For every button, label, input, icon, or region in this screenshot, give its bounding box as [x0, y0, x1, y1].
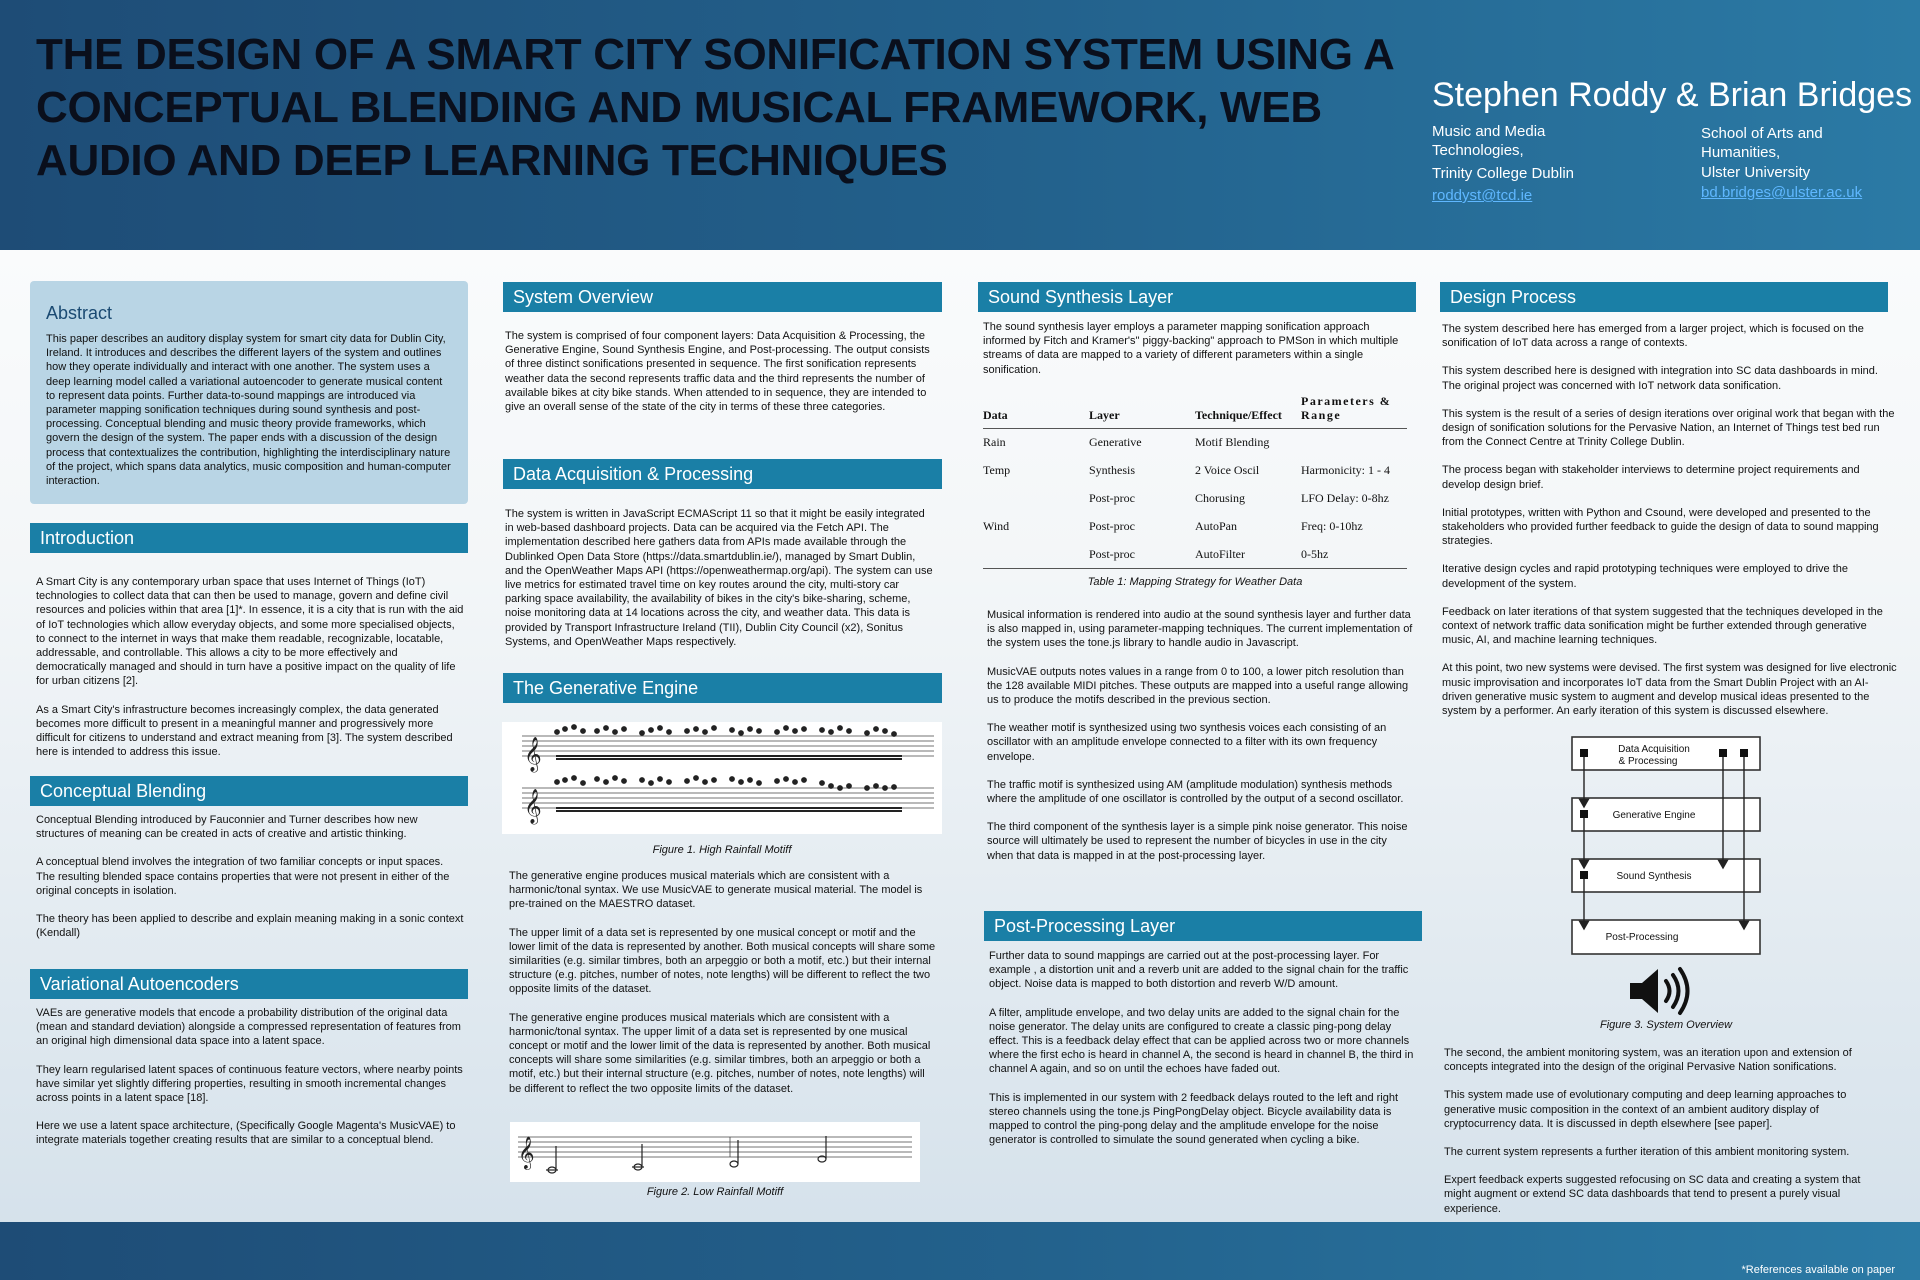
table-cell	[983, 485, 1089, 513]
paragraph: This is implemented in our system with 2 feedback delays routed to the left and right stereo channels using the tone.js PingPongDelay object. Bicycle availability data is mapped to control the ping-pong delay and the amplitude envelope for the noise generator is controlled to simulate the sound generated when cycling a bike.	[989, 1091, 1399, 1147]
paragraph: Initial prototypes, written with Python and Csound, were developed and presented to the stakeholders who provided further feedback to guide the design of data to sound mapping strategies.	[1442, 506, 1879, 548]
table-cell: Synthesis	[1089, 463, 1136, 477]
data-acquisition-body	[505, 507, 935, 663]
paragraph: Conceptual Blending introduced by Fauconnier and Turner describes how new structures of meaning can be created in acts of creative and artistic thinking.	[36, 814, 418, 841]
affiliation-dept: Music and Media Technologies,	[1432, 123, 1546, 159]
email-link[interactable]: roddyst@tcd.ie	[1432, 187, 1533, 204]
mapping-table	[983, 392, 1407, 569]
paragraph: They learn regularised latent spaces of continuous feature vectors, where nearby points have similar yet slightly differing properties, resulting in smooth incremental changes across points in a latent space [18].	[36, 1063, 463, 1105]
system-overview-diagram	[1566, 736, 1766, 958]
sound-synthesis-body	[987, 608, 1413, 877]
paragraph: This system is the result of a series of design iterations over original work that began with the design of sonification solutions for the Pervasive Nation, an Internet of Things test bed run from the Connect Centre at Trinity College Dublin.	[1442, 407, 1895, 449]
paragraph: The process began with stakeholder interviews to determine project requirements and develop design brief.	[1442, 464, 1860, 491]
music-score-graphic	[510, 1122, 920, 1182]
conceptual-blending-body	[36, 813, 464, 954]
figure-1-caption: Figure 1. High Rainfall Motiff	[652, 844, 792, 856]
diagram-label: Generative Engine	[1612, 810, 1696, 821]
paragraph: The second, the ambient monitoring system, was an iteration upon and extension of concepts integrated into the design of the original Pervasive Nation sonifications.	[1444, 1047, 1852, 1074]
svg-text:𝄞: 𝄞	[524, 789, 542, 824]
table-row	[983, 513, 1407, 541]
paragraph: MusicVAE outputs notes values in a range from 0 to 100, a lower pitch resolution than the 128 available MIDI pitches. These outputs are mapped into a useful range allowing us to produce the motifs described in the previous section.	[987, 665, 1409, 707]
table-cell: AutoFilter	[1195, 541, 1301, 569]
paragraph: The upper limit of a data set is represented by one musical concept or motif and the lower limit of the data is represented by another. Both musical concepts will share some similarities (e.g. similar timbres, both an arpeggio or both a motif, etc.) but their internal structure (e.g. pitches, number of notes, note lengths) will be different to reflect the two opposite limits of the dataset.	[509, 926, 936, 996]
paragraph: The system is written in JavaScript ECMAScript 11 so that it might be easily integrated in web-based dashboard projects. Data can be acquired via the Fetch API. The implementation described here gathers data from APIs made available through the Dublinked Open Data Store (https://data.smartdublin.ie/), managed by Smart Dublin, and the OpenWeather Maps API (https://openweathermap.org/api). The system can use live metrics for estimated travel time on key routes around the city, multi-story car parking space availability, the availability of bikes in the city's bike-sharing, scheme, noise monitoring data at 14 locations across the city, and weather data. This data is provided by Transport Infrastructure Ireland (TII), Dublin City Council (x2), Sonitus Systems, and OpenWeather Maps respectively.	[505, 508, 933, 648]
figure-high-rainfall-motif	[502, 722, 942, 834]
paragraph: The generative engine produces musical materials which are consistent with a harmonic/tonal syntax. The upper limit of a data set is represented by one musical concept or motif and the lower limit of the data is represented by another. Both musical concepts will share some similarities (e.g. similar timbres, both an arpeggio or both a motif, etc.) but their internal structure (e.g. pitches, number of notes, note lengths) will be different to reflect the two opposite limits of the dataset.	[509, 1011, 931, 1095]
abstract-text: This paper describes an auditory display system for smart city data for Dublin City, Ireland. It introduces and describes the different layers of the system and outlines how they operate individually and interact with one another. The system uses a deep learning model called a variational autoencoder to generate musical content to represent data points. Further data-to-sound mappings are introduced via parameter mapping sonification techniques during sound synthesis and post-processing. Conceptual blending and music theory provide frameworks, which govern the design of the system. The paper ends with a discussion of the design process that contextualizes the contribution, highlighting the interdisciplinary nature of the project, which spans data analytics, music composition and human-computer interaction.	[46, 333, 451, 488]
table-row	[983, 485, 1407, 513]
table-cell: Rain	[983, 435, 1006, 450]
diagram-label: Post-Processing	[1605, 932, 1679, 943]
paragraph: The traffic motif is synthesized using AM (amplitude modulation) synthesis methods where the amplitude of one oscillator is controlled by the output of a second oscillator.	[987, 778, 1404, 806]
table-cell: LFO Delay: 0-8hz	[1301, 491, 1389, 505]
paragraph: Further data to sound mappings are carried out at the post-processing layer. For example , a distortion unit and a reverb unit are added to the signal chain for the traffic object. Noise data is mapped to both distortion and reverb W/D amount.	[989, 950, 1409, 991]
paragraph: At this point, two new systems were devised. The first system was designed for live electronic music improvisation and incorporates IoT data from the Smart Dublin Project with an AI-driven generative music system to augment and develop musical ideas presented to the system by a performer. An early iteration of this system is discussed elsewhere.	[1442, 662, 1897, 718]
diagram-label: Data Acquisition	[1618, 744, 1690, 755]
authors: Stephen Roddy & Brian Bridges	[1432, 76, 1913, 114]
paragraph: The current system represents a further iteration of this ambient monitoring system.	[1444, 1146, 1850, 1159]
table-cell: AutoPan	[1195, 519, 1237, 533]
table-row	[983, 541, 1407, 569]
table-cell	[983, 541, 1089, 569]
email-link[interactable]: bd.bridges@ulster.ac.uk	[1701, 184, 1863, 201]
paragraph: A Smart City is any contemporary urban space that uses Internet of Things (IoT) technologies to collect data that can then be used to manage, govern and define civil resources and policies within that area [1]*. In essence, it is a city that is run with the aid of IoT technologies which allow everyday objects, and some more specialised objects, to connect to the internet in ways that make them readable, recognizable, locatable, addressable, and controllable. This allows a city to be more effectively and democratically managed and should in turn have a positive impact on the quality of life for urban citizens [2].	[36, 576, 464, 688]
abstract-box	[30, 281, 468, 504]
table-cell: Wind	[983, 519, 1010, 533]
figure-3-caption: Figure 3. System Overview	[1599, 1019, 1733, 1031]
table-1-caption: Table 1: Mapping Strategy for Weather Data	[1087, 576, 1303, 588]
diagram-label: & Processing	[1618, 756, 1678, 767]
generative-engine-heading: The Generative Engine	[503, 673, 942, 703]
affiliation-institution: Ulster University	[1701, 164, 1811, 181]
sound-synthesis-intro	[983, 320, 1413, 391]
system-overview-heading: System Overview	[503, 282, 942, 312]
paragraph: This system described here is designed with integration into SC data dashboards in mind. The original project was concerned with IoT network data sonification.	[1442, 365, 1878, 392]
paragraph: The third component of the synthesis layer is a simple pink noise generator. This noise source will ultimately be used to represent the number of bicycles in use in the city when that data is mapped in at the post-processing layer.	[987, 821, 1408, 862]
introduction-body	[36, 575, 464, 773]
poster-footer	[0, 1222, 1920, 1280]
poster-title: THE DESIGN OF A SMART CITY SONIFICATION SYSTEM USING A CONCEPTUAL BLENDING AND MUSICAL FRAMEWORK, WEB AUDIO AND DEEP LEARNING TECHNIQUES	[36, 30, 1393, 185]
affiliation-ulster	[1701, 124, 1871, 202]
design-process-heading: Design Process	[1440, 282, 1888, 312]
table-row	[983, 429, 1407, 457]
affiliation-dept: School of Arts and Humanities,	[1701, 125, 1823, 161]
table-cell: Chorusing	[1195, 491, 1246, 505]
design-process-body-bottom	[1444, 1046, 1890, 1230]
table-header-row	[983, 392, 1407, 429]
poster-header	[0, 0, 1920, 250]
table-header: Data	[983, 392, 1089, 429]
speaker-icon	[1624, 966, 1694, 1016]
figure-low-rainfall-motif	[510, 1122, 920, 1182]
paragraph: As a Smart City's infrastructure becomes increasingly complex, the data generated becomes more difficult to present in a meaningful manner and progressively more difficult for citizens to understand and extract meaning from [3]. The system described here is intended to address this issue.	[36, 703, 453, 759]
paragraph: The weather motif is synthesized using two synthesis voices each consisting of an oscillator with an amplitude envelope connected to a filter with its own frequency envelope.	[987, 722, 1387, 763]
table-header: Layer	[1089, 392, 1195, 429]
system-overview-body	[505, 329, 935, 428]
affiliation-trinity	[1432, 122, 1612, 205]
table-header: Technique/Effect	[1195, 392, 1301, 429]
conceptual-blending-heading: Conceptual Blending	[30, 776, 468, 806]
paragraph: VAEs are generative models that encode a probability distribution of the original data (mean and standard deviation) alongside a compressed representation of features from an original high dimensional data space into a latent space.	[36, 1007, 461, 1048]
paragraph: Feedback on later iterations of that system suggested that the techniques developed in the context of network traffic data sonification might be further extended through generative music, AI, and machine learning techniques.	[1442, 605, 1883, 647]
paragraph: Expert feedback experts suggested refocusing on SC data and creating a system that might augment or extend SC data dashboards that tend to present a purely visual experience.	[1444, 1174, 1861, 1215]
table-cell: 2 Voice Oscil	[1195, 463, 1260, 477]
paragraph: The sound synthesis layer employs a parameter mapping sonification approach informed by Fitch and Kramer's" piggy-backing" approach to PMSon in which multiple streams of data are mapped to a variety of different parameters within a single sonification.	[983, 321, 1399, 376]
data-acquisition-heading: Data Acquisition & Processing	[503, 459, 942, 489]
table-cell: Post-proc	[1089, 519, 1135, 533]
table-row	[983, 457, 1407, 485]
paragraph: The generative engine produces musical materials which are consistent with a harmonic/tonal syntax. We use MusicVAE to generate musical material. The model is pre-trained on the MAESTRO dataset.	[509, 870, 923, 911]
table-cell: Post-proc	[1089, 491, 1135, 505]
affiliation-institution: Trinity College Dublin	[1432, 165, 1575, 182]
paragraph: The system described here has emerged from a larger project, which is focused on the sonification of IoT data across a range of contexts.	[1442, 323, 1864, 350]
post-processing-body	[989, 949, 1419, 1161]
table-cell: Temp	[983, 463, 1011, 477]
paragraph: Here we use a latent space architecture, (Specifically Google Magenta's MusicVAE) to integrate materials together creating results that are similar to a conceptual blend.	[36, 1120, 456, 1147]
table-cell: Motif Blending	[1195, 435, 1270, 450]
vae-heading: Variational Autoencoders	[30, 969, 468, 999]
table-cell: 0-5hz	[1301, 541, 1407, 569]
table-cell: Generative	[1089, 435, 1142, 450]
paragraph: A conceptual blend involves the integration of two familiar concepts or input spaces. The resulting blended space contains properties that were not present in either of the original concepts in isolation.	[36, 856, 450, 897]
paragraph: The theory has been applied to describe and explain meaning making in a sonic context (Kendall)	[36, 913, 464, 940]
introduction-heading: Introduction	[30, 523, 468, 553]
paragraph: Iterative design cycles and rapid prototyping techniques were employed to drive the development of the system.	[1442, 563, 1849, 590]
svg-text:𝄞: 𝄞	[518, 1136, 535, 1169]
vae-body	[36, 1006, 464, 1162]
table-cell: Post-proc	[1089, 541, 1195, 569]
table-header: Parameters & Range	[1301, 392, 1407, 429]
paragraph: Musical information is rendered into audio at the sound synthesis layer and further data is also mapped in, using parameter-mapping techniques. The current implementation of the system uses the tone.js library to handle audio in Javascript.	[987, 609, 1413, 650]
references-note: *References available on paper	[1741, 1264, 1895, 1276]
diagram-label: Sound Synthesis	[1616, 871, 1692, 882]
post-processing-heading: Post-Processing Layer	[984, 911, 1422, 941]
svg-text:𝄞: 𝄞	[524, 737, 542, 772]
generative-engine-body	[509, 869, 939, 1110]
table-cell: Harmonicity: 1 - 4	[1301, 463, 1390, 477]
table-cell: Freq: 0-10hz	[1301, 519, 1363, 533]
abstract-heading: Abstract	[46, 303, 113, 323]
music-score-graphic	[502, 722, 942, 834]
table-cell	[1301, 429, 1407, 457]
design-process-body-top	[1442, 322, 1898, 732]
paragraph: This system made use of evolutionary computing and deep learning approaches to generative music composition in the context of an ambient auditory display of cryptocurrency data. It is discussed in depth elsewhere [see paper].	[1444, 1089, 1847, 1130]
figure-2-caption: Figure 2. Low Rainfall Motiff	[646, 1186, 784, 1198]
paragraph: A filter, amplitude envelope, and two delay units are added to the signal chain for the noise generator. The delay units are configured to create a classic ping-pong delay effect. This is a feedback delay effect that can be applied across two or more channels where the first echo is heard in channel A, the second is heard in channel B, the third in channel A again, and so on until the echoes have faded out.	[989, 1006, 1414, 1076]
paragraph: The system is comprised of four component layers: Data Acquisition & Processing, the Generative Engine, Sound Synthesis Engine, and Post-processing. The output consists of three distinct sonifications presented in sequence. The first sonification represents weather data the second represents traffic data and the third represents the number of available bikes at city bike stands. When attended to in sequence, they are intended to give an overall sense of the state of the city in terms of these three categories.	[505, 330, 930, 414]
sound-synthesis-heading: Sound Synthesis Layer	[978, 282, 1416, 312]
